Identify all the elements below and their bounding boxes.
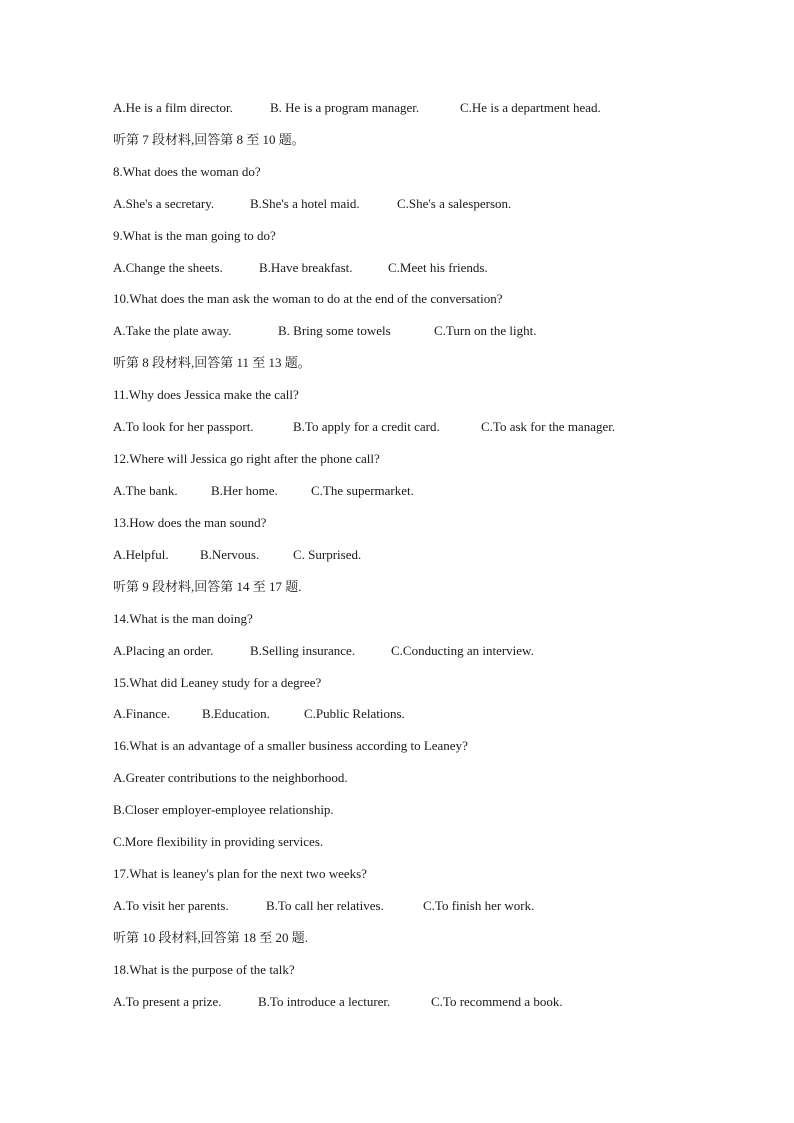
answer-option: B.To apply for a credit card.	[293, 419, 440, 434]
answer-options-row	[113, 547, 673, 563]
answer-options-row	[113, 643, 673, 659]
question-text: 17.What is leaney's plan for the next two weeks?	[113, 866, 367, 881]
answer-option: B.Her home.	[211, 483, 278, 498]
answer-option: B.To introduce a lecturer.	[258, 994, 391, 1009]
question-text: 8.What does the woman do?	[113, 164, 261, 179]
answer-options-row	[113, 100, 673, 116]
answer-option: A.Greater contributions to the neighborhood.	[113, 770, 348, 785]
answer-options-row	[113, 196, 673, 212]
answer-option: A.Placing an order.	[113, 643, 214, 658]
section-instruction: 听第 10 段材料,回答第 18 至 20 题.	[113, 930, 309, 945]
question-text: 14.What is the man doing?	[113, 611, 253, 626]
answer-option: A.To present a prize.	[113, 994, 222, 1009]
answer-option: C. Surprised.	[293, 547, 362, 562]
answer-option: C.The supermarket.	[311, 483, 414, 498]
answer-option: B.Have breakfast.	[259, 260, 353, 275]
question-text: 12.Where will Jessica go right after the phone call?	[113, 451, 380, 466]
answer-option: A.Change the sheets.	[113, 260, 223, 275]
answer-option: C.Public Relations.	[304, 706, 405, 721]
answer-option: C.To finish her work.	[423, 898, 535, 913]
answer-option: B.Closer employer-employee relationship.	[113, 802, 334, 817]
question-text: 13.How does the man sound?	[113, 515, 267, 530]
section-instruction: 听第 8 段材料,回答第 11 至 13 题。	[113, 355, 311, 370]
answer-option: C.To recommend a book.	[431, 994, 563, 1009]
answer-options-row	[113, 706, 673, 722]
answer-options-row	[113, 323, 673, 339]
answer-options-row	[113, 260, 673, 276]
answer-option: A.She's a secretary.	[113, 196, 215, 211]
answer-option: B. Bring some towels	[278, 323, 391, 338]
answer-option: A.He is a film director.	[113, 100, 233, 115]
answer-option: B.To call her relatives.	[266, 898, 384, 913]
answer-options-row	[113, 483, 673, 499]
question-text: 11.Why does Jessica make the call?	[113, 387, 299, 402]
answer-option: C.Conducting an interview.	[391, 643, 534, 658]
question-text: 9.What is the man going to do?	[113, 228, 276, 243]
answer-option: B.Education.	[202, 706, 270, 721]
question-text: 15.What did Leaney study for a degree?	[113, 675, 322, 690]
section-instruction: 听第 9 段材料,回答第 14 至 17 题.	[113, 579, 302, 594]
answer-option: A.Take the plate away.	[113, 323, 232, 338]
question-text: 16.What is an advantage of a smaller business according to Leaney?	[113, 738, 468, 753]
answer-option: C.Meet his friends.	[388, 260, 488, 275]
answer-option: A.Finance.	[113, 706, 171, 721]
question-text: 10.What does the man ask the woman to do at the end of the conversation?	[113, 291, 503, 306]
answer-options-row	[113, 994, 673, 1010]
answer-option: A.To look for her passport.	[113, 419, 254, 434]
section-instruction: 听第 7 段材料,回答第 8 至 10 题。	[113, 132, 305, 147]
question-text: 18.What is the purpose of the talk?	[113, 962, 295, 977]
answer-option: B. He is a program manager.	[270, 100, 420, 115]
answer-option: C.To ask for the manager.	[481, 419, 616, 434]
answer-option: C.He is a department head.	[460, 100, 601, 115]
answer-option: A.To visit her parents.	[113, 898, 229, 913]
answer-options-row	[113, 898, 673, 914]
answer-option: A.The bank.	[113, 483, 178, 498]
answer-option: C.More flexibility in providing services.	[113, 834, 324, 849]
answer-options-row	[113, 419, 673, 435]
answer-option: B.Selling insurance.	[250, 643, 356, 658]
answer-option: C.Turn on the light.	[434, 323, 537, 338]
answer-option: B.She's a hotel maid.	[250, 196, 360, 211]
answer-option: B.Nervous.	[200, 547, 260, 562]
answer-option: C.She's a salesperson.	[397, 196, 512, 211]
answer-option: A.Helpful.	[113, 547, 169, 562]
